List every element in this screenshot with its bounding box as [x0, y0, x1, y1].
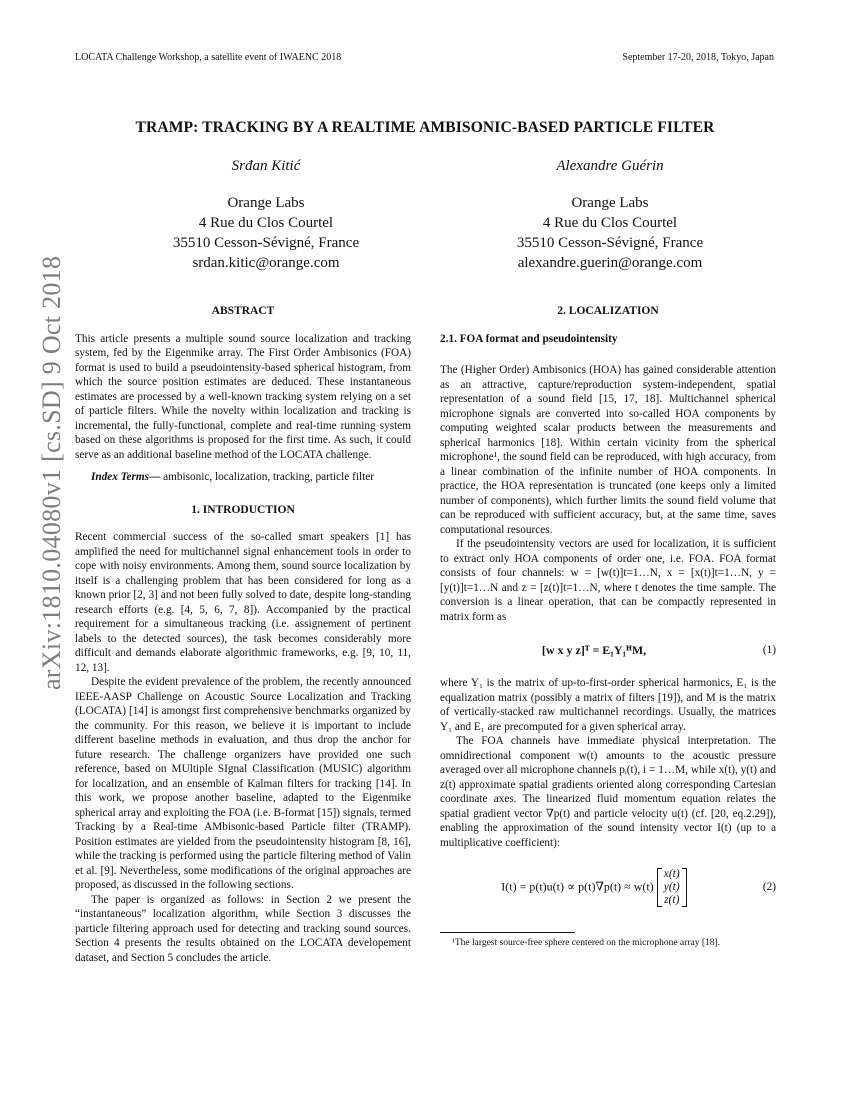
author-email: alexandre.guerin@orange.com — [517, 255, 703, 271]
equation-1 — [440, 630, 776, 670]
author-email: srdan.kitic@orange.com — [192, 255, 340, 271]
equation-2 — [440, 858, 776, 916]
paper-title: TRAMP: TRACKING BY A REALTIME AMBISONIC-BASED PARTICLE FILTER — [135, 119, 715, 136]
running-header-right: September 17-20, 2018, Tokyo, Japan — [622, 52, 774, 63]
abstract-heading: ABSTRACT — [211, 305, 275, 317]
localization-paragraph-3: where Y₁ is the matrix of up-to-first-order spherical harmonics, E₁ is the equalization matrix (possibly a matrix of filters [19]), and M is the matrix of vertically-stacked raw multichannel recordings. Usually, the matrices Y₁ and E₁ are precomputed for a given spherical array. — [440, 677, 776, 733]
footnote-rule — [440, 932, 575, 933]
left-column — [75, 304, 411, 965]
author-org: Orange Labs — [571, 195, 649, 211]
right-column — [440, 304, 776, 949]
author-street: 4 Rue du Clos Courtel — [542, 215, 678, 231]
equation-1-body: [w x y z]ᵀ = E₁Y₁ᴴM, — [541, 642, 647, 657]
localization-heading: 2. LOCALIZATION — [557, 305, 659, 317]
localization-paragraph-4: The FOA channels have immediate physical interpretation. The omnidirectional component w(t) amounts to the acoustic pressure averaged over all microphone channels pᵢ(t), i = 1…M, while x(t), y(t) and z(t) approximate spatial gradients oriented along corresponding Cartesian coordinate axes. The linearized fluid momentum equation relates the spatial gradient vector ∇p(t) and particle velocity u(t) (cf. [20, eq.2.29]), enabling the approximation of the sound intensity vector I(t) (up to a multiplicative coefficient): — [440, 735, 776, 849]
author-name: Srđan Kitić — [231, 158, 301, 174]
running-header-left: LOCATA Challenge Workshop, a satellite event of IWAENC 2018 — [75, 52, 342, 63]
author-city: 35510 Cesson-Sévigné, France — [516, 235, 704, 251]
intro-paragraph-3: The paper is organized as follows: in Section 2 we present the “instantaneous” localization algorithm, while Section 3 discusses the particle filtering approach used for detecting and tracking sound sources. Section 4 presents the results obtained on the LOCATA developement dataset, and Section 5 concludes the article. — [75, 893, 411, 964]
equation-1-number: (1) — [762, 643, 776, 656]
equation-2-body — [440, 868, 748, 907]
index-terms-list: ambisonic, localization, tracking, particle filter — [160, 471, 374, 483]
vector-entry: x(t) — [663, 867, 680, 880]
author-street: 4 Rue du Clos Courtel — [198, 215, 334, 231]
localization-paragraph-1: The (Higher Order) Ambisonics (HOA) has gained considerable attention as an attractive, capture/reproduction system-independent, spatial representation of a sound field [15, 17, 18]. Multichannel spherical microphone signals are converted into so-called HOA components by computing weighted scalar products between the measurements and spherical harmonics [18]. Within certain vicinity from the spherical microphone¹, the sound field can be reproduced, with high accuracy, from a linear combination of the infinite number of HOA components. In practice, the HOA representation is truncated (one keeps only a limited number of components), which further limits the sound field volume that can be reproduced with sufficient accuracy, but, at the same time, saves computational resources. — [440, 364, 776, 536]
equation-2-lhs: I(t) = p(t)u(t) ∝ p(t)∇p(t) ≈ w(t) — [501, 878, 654, 893]
index-terms-label: Index Terms— — [91, 471, 161, 483]
author-block-1 — [116, 156, 416, 273]
equation-2-number: (2) — [762, 880, 776, 893]
intro-paragraph-1: Recent commercial success of the so-called smart speakers [1] has amplified the need for multichannel signal enhancement tools in order to cope with noisy environments. Among them, sound source localization by itself is a challenging problem that has been considered for long as a known prior [2, 3] and not been fully solved to date, despite long-standing research efforts (e.g. [4, 5, 6, 7, 8]). Accompanied by the practical requirement for a simultaneous tracking (i.e. assignement of pertinent labels to the detected sources), the task becomes considerably more difficult and demands elaborate algorithmic frameworks, e.g. [9, 10, 11, 12, 13]. — [75, 531, 411, 674]
author-name: Alexandre Guérin — [556, 158, 664, 174]
intro-paragraph-2: Despite the evident prevalence of the problem, the recently announced IEEE-AASP Challenge on Acoustic Source Localization and Tracking (LOCATA) [14] is amongst first comprehensive benchmarks organized by the community. For this reason, we believe it is important to include different baseline methods in evaluation, and thus drop the anchor for future research. The challenge organizers have provided one such reference, based on MUltiple SIgnal Classification (MUSIC) algorithm for localization, and an ensemble of Kalman filters for tracking [14]. In this work, we propose another baseline, adapted to the Eigenmike spherical array and exploiting the FOA (i.e. B-format [15]) signals, termed Tracking by a Real-time AMbisonic-based Particle filter (TRAMP). Position estimates are yielded from the pseudointensity histogram [8, 16], while the tracking is performed using the particle filtering method of Valin et al. [9]. Nevertheless, some modifications of the original approaches are proposed, as discussed in the following sections. — [75, 676, 411, 891]
author-block-2 — [460, 156, 760, 273]
vector-entry: y(t) — [663, 880, 680, 893]
arxiv-stamp: arXiv:1810.04080v1 [cs.SD] 9 Oct 2018 — [37, 255, 66, 690]
author-city: 35510 Cesson-Sévigné, France — [172, 235, 360, 251]
vector-entry: z(t) — [664, 893, 680, 906]
intro-heading: 1. INTRODUCTION — [191, 503, 295, 516]
footnote: ¹The largest source-free sphere centered on the microphone array [18]. — [452, 938, 721, 948]
subsection-heading: 2.1. FOA format and pseudointensity — [440, 332, 618, 345]
localization-paragraph-2: If the pseudointensity vectors are used for localization, it is sufficient to extract only HOA components of order one, i.e. FOA. FOA format consists of four channels: w = [w(t)]t=1…N, x = [x(t)]t=1…N, y = [y(t)]t=1…N and z = [z(t)]t=1…N, where t denotes the time sample. The conversion is a linear operation, that can be compactly represented in matrix form as — [440, 538, 776, 623]
index-terms — [75, 470, 411, 485]
equation-2-vector — [657, 868, 687, 907]
abstract-text: This article presents a multiple sound source localization and tracking system, fed by the Eigenmike array. The First Order Ambisonics (FOA) format is used to build a pseudointensity-based spherical histogram, from which the source position estimates are deduced. These instantaneous estimates are processed by a well-known tracking system relying on a set of particle filters. While the novelty within localization and tracking is incremental, the fully-functional, complete and real-time running system based on these algorithms is proposed for the first time. As such, it could serve as an additional baseline method of the LOCATA challenge. — [75, 332, 411, 461]
author-org: Orange Labs — [227, 195, 305, 211]
